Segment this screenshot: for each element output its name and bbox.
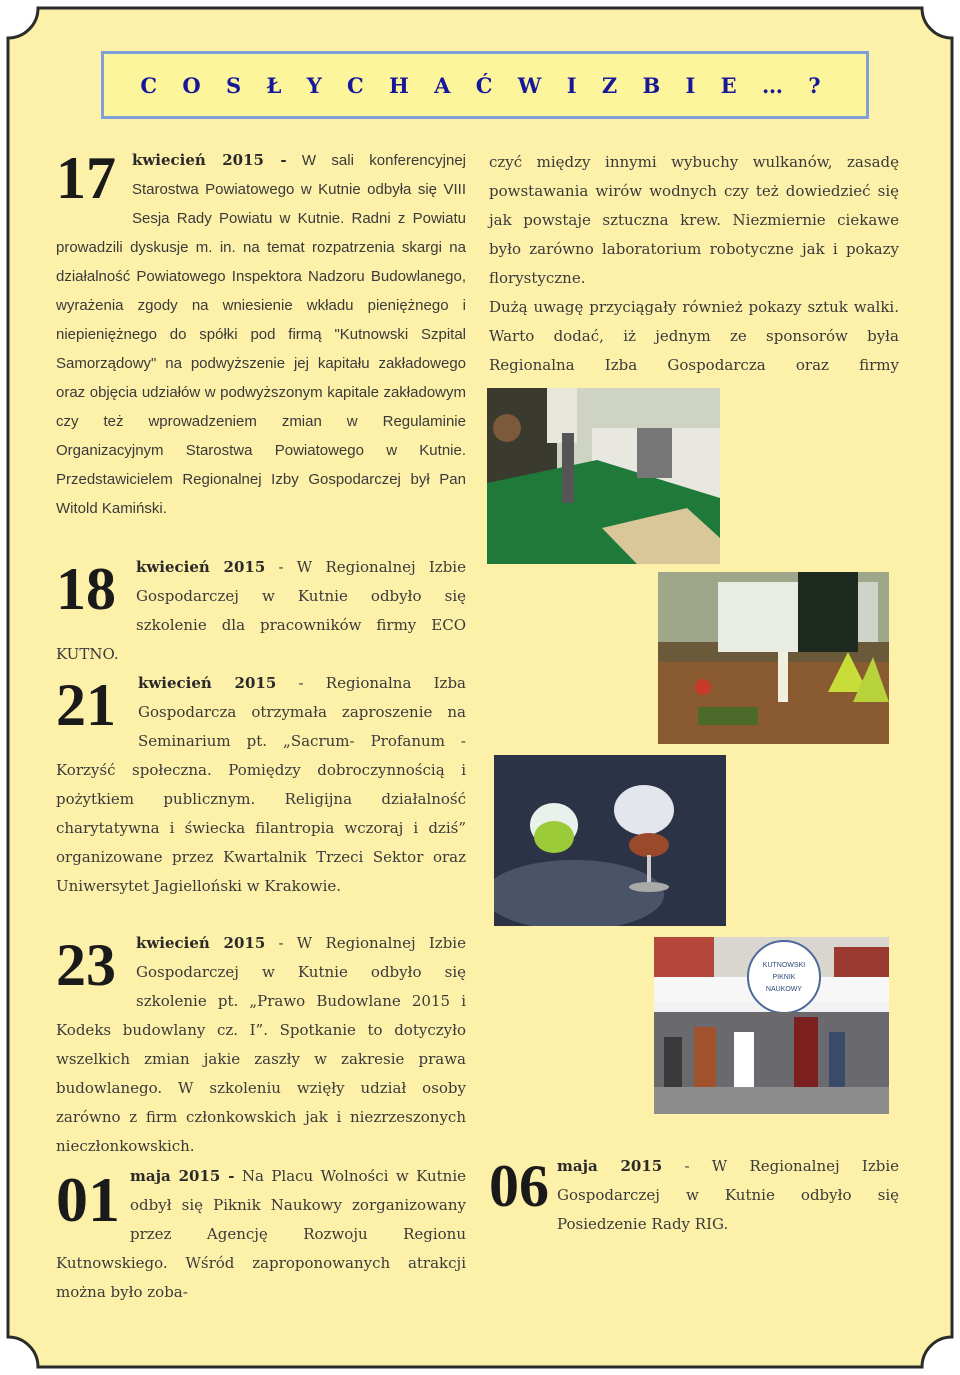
- day-number: 06: [489, 1153, 549, 1219]
- entry-06: [489, 1152, 899, 1239]
- photo-robotics-lab: [487, 388, 720, 564]
- entry-text: Na Placu Wolności w Kutnie odbył się Piknik Naukowy zorganizowany przez Agencję Rozwoju Regionu Kutnowskiego. Wśród zaproponowanych atrakcji można było zoba-: [56, 1167, 466, 1301]
- photo-dry-ice-experiment: [494, 755, 726, 926]
- entry-17: [56, 146, 466, 523]
- entry-date: kwiecień 2015 -: [132, 151, 287, 169]
- day-number: 21: [56, 672, 116, 738]
- day-number: 17: [56, 145, 116, 211]
- continuation-paragraph: czyć między innymi wybuchy wulkanów, zasadę powstawania wirów wodnych czy też dowiedzieć się jak powstaje sztuczna krew. Niezmiernie ciekawe było zarówno laboratorium robotyczne jak i pokazy florystyczne.: [489, 153, 899, 287]
- entry-date: maja 2015 -: [130, 1167, 235, 1185]
- entry-text: - W Regionalnej Izbie Gospodarczej w Kutnie odbyło się Posiedzenie Rady RIG.: [557, 1157, 899, 1233]
- day-number: 18: [56, 556, 116, 622]
- entry-text: - W Regionalnej Izbie Gospodarczej w Kutnie odbyło się szkolenie dla pracowników firmy ECO KUTNO.: [56, 558, 466, 663]
- entry-text: W sali konferencyjnej Starostwa Powiatowego w Kutnie odbyła się VIII Sesja Rady Powiatu w Kutnie. Radni z Powiatu prowadzili dyskusje m. in. na temat rozpatrzenia skargi na działalność Powiatowego Inspektora Nadzoru Budowlanego, wyrażenia zgody na wniesienie wkładu pieniężnego i niepieniężnego do spółki pod firmą "Kutnowski Szpital Samorządowy" na podwyższenie jej kapitału zakładowego oraz objęcia udziałów w podwyższonym kapitale zakładowym czy też wprowadzeniem zmian w Regulaminie Organizacyjnym Starostwa Powiatowego w Kutnie. Przedstawicielem Regionalnej Izby Gospodarczej był Pan Witold Kamiński.: [56, 152, 466, 517]
- photo-floristry: [658, 572, 889, 744]
- continuation-paragraph: Dużą uwagę przyciągały również pokazy sztuk walki. Warto dodać, iż jednym ze sponsorów była Regionalna Izba Gospodarcza oraz firmy: [489, 298, 899, 374]
- svg-text:NAUKOWY: NAUKOWY: [765, 986, 803, 993]
- entry-23: [56, 929, 466, 1161]
- header-title: C O S Ł Y C H A Ć W I Z B I E … ?: [140, 73, 830, 98]
- entry-21: [56, 669, 466, 901]
- photo-science-picnic: [654, 937, 889, 1114]
- entry-date: kwiecień 2015: [138, 674, 277, 692]
- page-header: [101, 51, 869, 119]
- svg-text:PIKNIK: PIKNIK: [772, 974, 796, 981]
- entry-date: kwiecień 2015: [136, 934, 266, 952]
- entry-text: - W Regionalnej Izbie Gospodarczej w Kutnie odbyło się szkolenie pt. „Prawo Budowlane 2015 i Kodeks budowlany cz. I”. Spotkanie to dotyczyło wszelkich zmian jakie zaszły w zakresie prawa budowlanego. W szkoleniu wzięły udział osoby zarówno z firm członkowskich jak i niezrzeszonych nieczłonkowskich.: [56, 934, 466, 1155]
- entry-date: maja 2015: [557, 1157, 663, 1175]
- entry-date: kwiecień 2015: [136, 558, 266, 576]
- entry-18: [56, 553, 466, 669]
- day-number: 01: [56, 1164, 120, 1235]
- entry-text: - Regionalna Izba Gospodarcza otrzymała zaproszenie na Seminarium pt. „Sacrum- Profanum - Korzyść społeczna. Pomiędzy dobroczynnością i pożytkiem publicznym. Religijna działalność charytatywna i świecka filantropia wczoraj i dziś” organizowane przez Kwartalnik Trzeci Sektor oraz Uniwersytet Jagielloński w Krakowie.: [56, 674, 466, 895]
- day-number: 23: [56, 932, 116, 998]
- entry-01: [56, 1162, 466, 1307]
- continuation-column: [489, 148, 899, 409]
- banner-text: KUTNOWSKI: [762, 962, 806, 969]
